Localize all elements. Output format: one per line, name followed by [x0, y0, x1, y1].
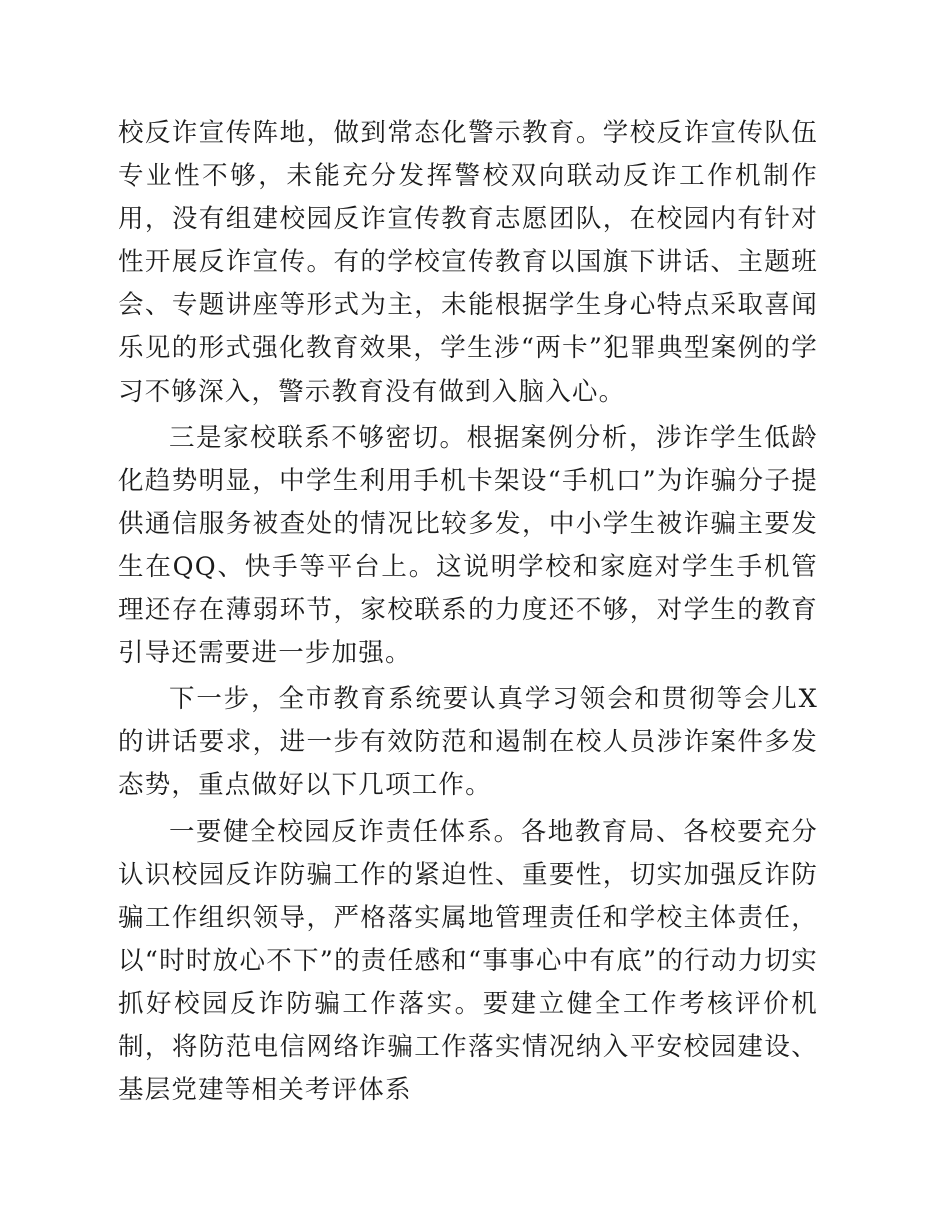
document-body [118, 112, 818, 1112]
paragraph-1: 校反诈宣传阵地，做到常态化警示教育。学校反诈宣传队伍专业性不够，未能充分发挥警校双向联动反诈工作机制作用，没有组建校园反诈宣传教育志愿团队，在校园内有针对性开展反诈宣传。有的学校宣传教育以国旗下讲话、主题班会、专题讲座等形式为主，未能根据学生身心特点采取喜闻乐见的形式强化教育效果，学生涉“两卡”犯罪典型案例的学习不够深入，警示教育没有做到入脑入心。 [118, 118, 818, 407]
paragraph-2: 三是家校联系不够密切。根据案例分析，涉诈学生低龄化趋势明显，中学生利用手机卡架设“手机口”为诈骗分子提供通信服务被查处的情况比较多发，中小学生被诈骗主要发生在QQ、快手等平台上。这说明学校和家庭对学生手机管理还存在薄弱环节，家校联系的力度还不够，对学生的教育引导还需要进一步加强。 [118, 422, 818, 669]
paragraph-4: 一要健全校园反诈责任体系。各地教育局、各校要充分认识校园反诈防骗工作的紧迫性、重要性，切实加强反诈防骗工作组织领导，严格落实属地管理责任和学校主体责任，以“时时放心不下”的责任感和“事事心中有底”的行动力切实抓好校园反诈防骗工作落实。要建立健全工作考核评价机制，将防范电信网络诈骗工作落实情况纳入平安校园建设、基层党建等相关考评体系 [118, 816, 818, 1106]
paragraph-3: 下一步，全市教育系统要认真学习领会和贯彻等会儿X的讲话要求，进一步有效防范和遏制在校人员涉诈案件多发态势，重点做好以下几项工作。 [118, 684, 818, 801]
